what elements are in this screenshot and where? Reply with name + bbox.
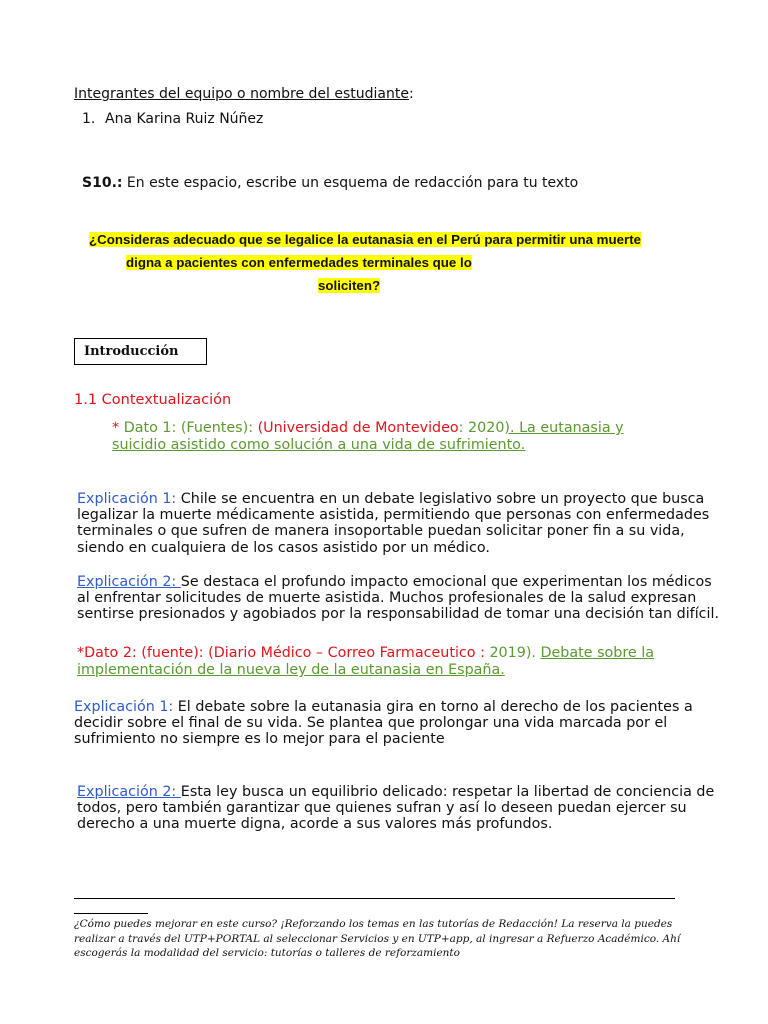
explicacion2-line-3: sentirse presionados y agobiados por la responsabilidad de tomar una decisión tan difícil. — [77, 606, 720, 623]
explicacion2-line-1 — [77, 574, 719, 590]
s10-text: En este espacio, escribe un esquema de redacción para tu texto — [122, 175, 579, 191]
explicacion4-label: Explicación 2: — [77, 784, 181, 800]
explicacion1-line-4: siendo en cualquiera de los casos asistido por un médico. — [77, 539, 490, 556]
footnote — [74, 917, 694, 961]
dato1-star: * — [112, 420, 124, 436]
footnote-line-2: realizar a través del UTP+PORTAL al seleccionar Servicios y en UTP+app, al ingresar a Refuerzo Académico. Ahí — [74, 932, 681, 945]
explicacion1-label: Explicación 1: — [77, 491, 177, 507]
explicacion3-line-2: decidir sobre el final de su vida. Se plantea que prolongar una vida marcada por el — [74, 715, 668, 732]
explicacion4-line-2: todos, pero también garantizar que quienes sufran y así lo deseen puedan ejercer su — [77, 800, 687, 817]
s10-instruction — [82, 175, 578, 191]
team-label-colon: : — [408, 86, 414, 102]
intro-heading-box: Introducción — [74, 338, 207, 365]
explicacion1-block — [77, 491, 709, 556]
footnote-separator — [74, 898, 675, 899]
section-heading-contextualizacion: 1.1 Contextualización — [74, 392, 232, 408]
explicacion2-block — [77, 574, 719, 623]
dato2-title-2: implementación de la nueva ley de la eutanasia en España. — [77, 662, 505, 678]
explicacion3-label: Explicación 1: — [74, 699, 174, 715]
dato2-title-1: Debate sobre la — [540, 645, 654, 661]
dato1-title-2: suicidio asistido como solución a una vida de sufrimiento. — [112, 437, 526, 453]
dato1-close: ) — [504, 420, 510, 436]
question-line-2 — [126, 255, 472, 270]
member-name: Ana Karina Ruiz Núñez — [105, 111, 264, 127]
dato1-year: : 2020 — [458, 420, 505, 436]
team-label: Integrantes del equipo o nombre del estudiante — [74, 86, 409, 102]
explicacion4-line-1 — [77, 784, 714, 800]
member-list-item — [82, 111, 263, 127]
explicacion1-line-3: terminales o que sufren de manera insoportable puedan solicitar poner fin a su vida, — [77, 523, 685, 540]
explicacion3-line-1 — [74, 699, 693, 715]
footnote-line-3: escogerás la modalidad del servicio: tutorías o talleres de reforzamiento — [74, 947, 460, 960]
footnote-separator-short — [74, 913, 148, 914]
dato2-year: 2019). — [489, 645, 541, 661]
explicacion1-text-1: Chile se encuentra en un debate legislativo sobre un proyecto que busca — [176, 491, 705, 507]
question-text-2: digna a pacientes con enfermedades terminales que lo — [126, 255, 472, 270]
member-number: 1. — [82, 111, 96, 127]
question-line-3 — [318, 278, 380, 293]
footnote-line-1: ¿Cómo puedes mejorar en este curso? ¡Reforzando los temas en las tutorías de Redacción! La reserva la puedes — [74, 918, 673, 930]
dato2-label: *Dato 2: (fuente): (Diario Médico – Correo Farmaceutico : — [77, 645, 490, 661]
dato1-title-1: . La eutanasia y — [510, 420, 624, 436]
dato1-line-1 — [112, 420, 624, 436]
dato2-line-1 — [77, 645, 654, 661]
question-text-3: soliciten? — [318, 278, 381, 293]
explicacion1-line-2: legalizar la muerte médicamente asistida, permitiendo que personas con enfermedades — [77, 507, 710, 524]
explicacion2-text-1: Se destaca el profundo impacto emocional que experimentan los médicos — [180, 574, 712, 590]
dato1-label: Dato 1: (Fuentes): — [123, 420, 258, 436]
s10-label: S10.: — [82, 175, 123, 191]
explicacion2-label: Explicación 2: — [77, 574, 181, 590]
explicacion2-line-2: al enfrentar solicitudes de muerte asistida. Muchos profesionales de la salud expresan — [77, 590, 697, 607]
explicacion4-line-3: derecho a una muerte digna, acorde a sus valores más profundos. — [77, 816, 553, 833]
team-label-line — [74, 86, 414, 102]
explicacion3-text-1: El debate sobre la eutanasia gira en torno al derecho de los pacientes a — [173, 699, 693, 715]
explicacion3-block — [74, 699, 693, 748]
explicacion4-block — [77, 784, 714, 833]
explicacion1-line-1 — [77, 491, 709, 507]
question-text-1: ¿Consideras adecuado que se legalice la eutanasia en el Perú para permitir una muerte — [89, 232, 642, 247]
dato1-source: (Universidad de Montevideo — [257, 420, 459, 436]
explicacion4-text-1: Esta ley busca un equilibrio delicado: respetar la libertad de conciencia de — [180, 784, 715, 800]
explicacion3-line-3: sufrimiento no siempre es lo mejor para el paciente — [74, 731, 445, 748]
question-line-1 — [89, 232, 641, 247]
